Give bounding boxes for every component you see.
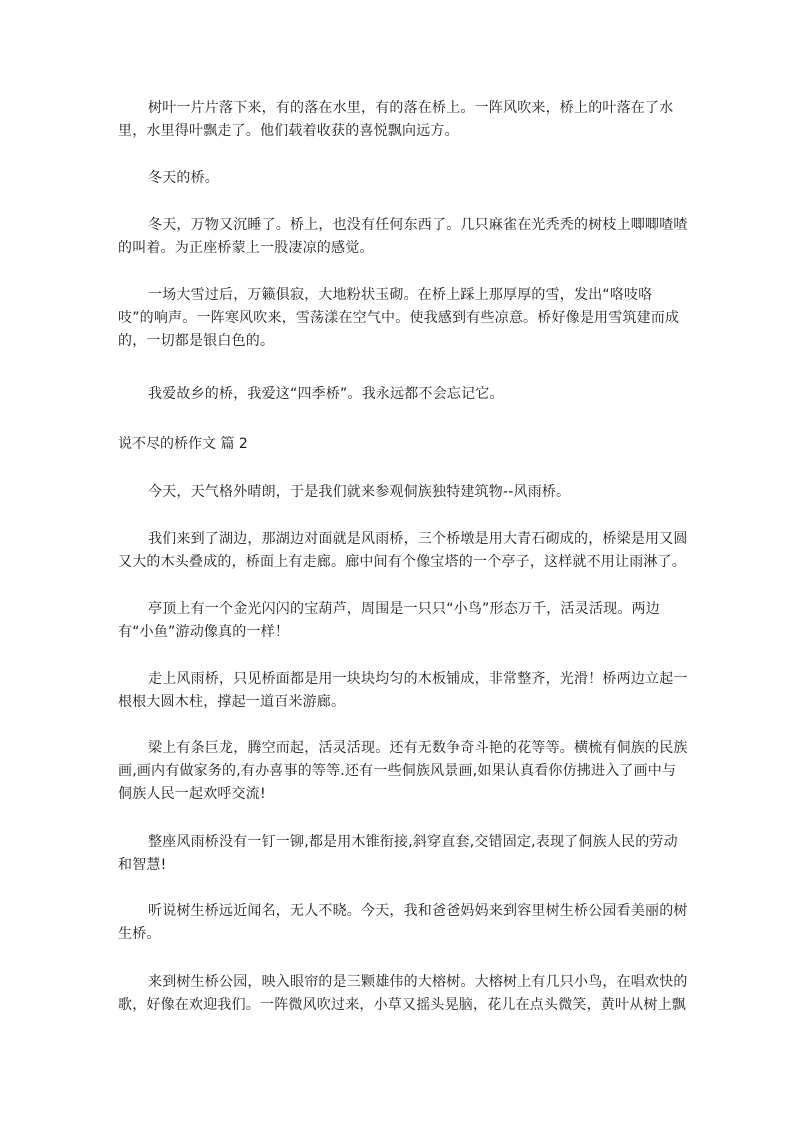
section-heading: 说不尽的桥作文 篇 2: [118, 436, 248, 452]
paragraph-gourd: 亭顶上有一个金光闪闪的宝葫芦，周围是一只只“小鸟”形态万千，活灵活现。两边有“小鱼”游动像真的一样！: [118, 601, 660, 640]
paragraph-dragon-beam: 梁上有条巨龙，腾空而起，活灵活现。还有无数争奇斗艳的花等等。横梳有侗族的民族画,画内有做家务的,有办喜事的等等.还有一些侗族风景画,如果认真看你仿拂进入了画中与侗族人民一起欢呼交流!: [118, 740, 688, 802]
paragraph-banyan-park: 来到树生桥公园，映入眼帘的是三颗雄伟的大榕树。大榕树上有几只小鸟，在唱欢快的歌，好像在欢迎我们。一阵微风吹过来，小草又摇头晃脑，花儿在点头微笑，黄叶从树上飘: [118, 974, 688, 1013]
paragraph-love-bridge: 我爱故乡的桥，我爱这“四季桥”。我永远都不会忘记它。: [148, 386, 504, 402]
paragraph-lakeside: 我们来到了湖边，那湖边对面就是风雨桥，三个桥墩是用大青石砌成的，桥梁是用又圆又大的木头叠成的，桥面上有走廊。廊中间有个像宝塔的一个亭子，这样就不用让雨淋了。: [118, 531, 688, 570]
paragraph-snowfall: 一场大雪过后，万籁俱寂，大地粉状玉砌。在桥上踩上那厚厚的雪，发出“咯吱咯吱”的响声。一阵寒风吹来，雪荡漾在空气中。使我感到有些凉意。桥好像是用雪筑建而成的，一切都是银白色的。: [118, 287, 680, 349]
paragraph-winter-sleep: 冬天，万物又沉睡了。桥上，也没有任何东西了。几只麻雀在光秃秃的树枝上唧唧喳喳的叫着。为正座桥蒙上一股凄凉的感觉。: [118, 217, 688, 256]
paragraph-falling-leaves: 树叶一片片落下来，有的落在水里，有的落在桥上。一阵风吹来，桥上的叶落在了水里，水里得叶飘走了。他们载着收获的喜悦飘向远方。: [118, 100, 674, 139]
paragraph-walk-on-bridge: 走上风雨桥，只见桥面都是用一块块均匀的木板铺成，非常整齐，光滑！桥两边立起一根根大圆木柱，撑起一道百米游廊。: [118, 671, 688, 710]
paragraph-tree-bridge: 听说树生桥远近闻名，无人不晓。今天，我和爸爸妈妈来到容里树生桥公园看美丽的树生桥。: [118, 903, 688, 942]
paragraph-winter-bridge-title: 冬天的桥。: [148, 170, 219, 186]
paragraph-sunny-day: 今天，天气格外晴朗，于是我们就来参观侗族独特建筑物--风雨桥。: [148, 484, 571, 500]
paragraph-no-nails: 整座风雨桥没有一钉一铆,都是用木锥衔接,斜穿直套,交错固定,表现了侗族人民的劳动和智慧!: [118, 834, 678, 873]
